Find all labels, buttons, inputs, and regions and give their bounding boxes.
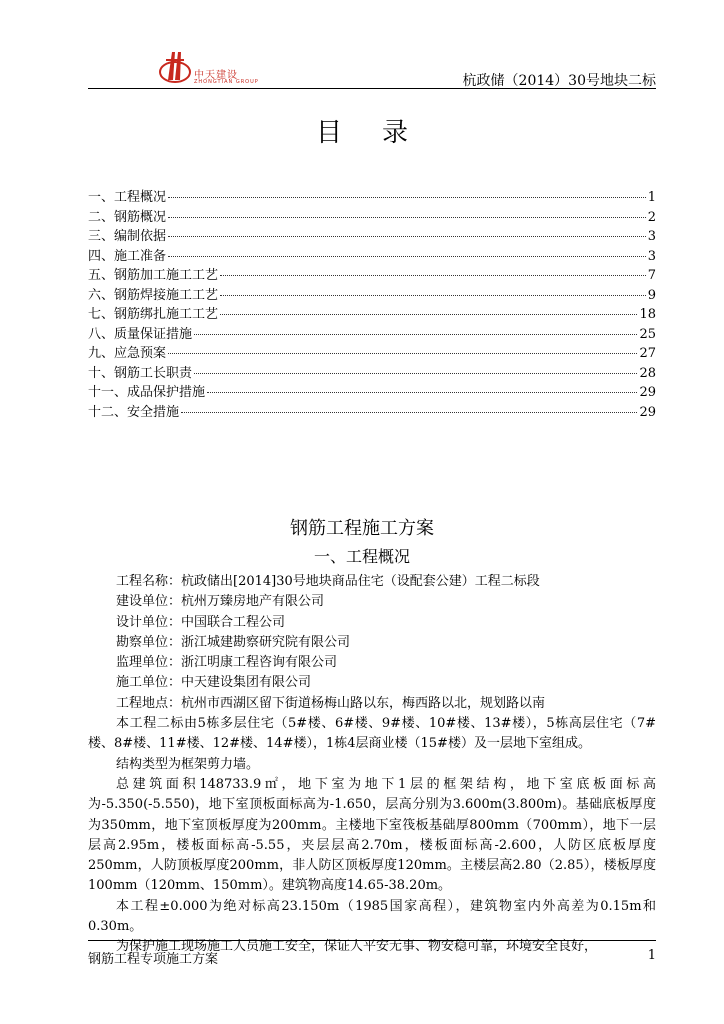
logo-subtext: ZHONGTIAN GROUP xyxy=(194,79,259,85)
toc-entry-label: 十一、成品保护措施 xyxy=(88,385,206,400)
toc-entry-label: 七、钢筋绑扎施工工艺 xyxy=(88,307,219,322)
toc-leader-dots xyxy=(168,236,646,237)
body-paragraph: 本工程二标由5栋多层住宅（5#楼、6#楼、9#楼、10#楼、13#楼），5栋高层住宅（7#楼、8#楼、11#楼、12#楼、14#楼），1栋4层商业楼（15#楼）及一层地下室组成。 xyxy=(88,716,656,752)
toc-entry-page: 18 xyxy=(639,307,656,322)
toc-leader-dots xyxy=(220,295,646,296)
body-paragraph: 勘察单位：浙江城建勘察研究院有限公司 xyxy=(116,634,351,650)
toc-entry-label: 六、钢筋焊接施工工艺 xyxy=(88,287,219,303)
toc-entry-page: 9 xyxy=(647,287,656,303)
toc-title: 目录 xyxy=(315,118,448,148)
document-body xyxy=(88,572,656,958)
logo-text: 中天建设 xyxy=(194,70,238,81)
toc-entry-page: 2 xyxy=(647,209,656,225)
toc-entry-page: 27 xyxy=(639,346,656,361)
toc-leader-dots xyxy=(181,412,637,413)
toc-leader-dots xyxy=(168,256,646,257)
toc-entry[interactable] xyxy=(88,206,656,226)
page-header xyxy=(88,44,656,89)
toc-entry-label: 八、质量保证措施 xyxy=(88,326,193,342)
document-title: 钢筋工程施工方案 xyxy=(290,518,434,539)
toc-entry[interactable] xyxy=(88,401,656,421)
header-project: 杭政储（2014）30号地块二标 xyxy=(462,73,656,89)
table-of-contents xyxy=(88,186,656,420)
toc-entry-label: 三、编制依据 xyxy=(88,229,167,244)
toc-entry-label: 二、钢筋概况 xyxy=(88,209,167,225)
toc-leader-dots xyxy=(168,353,637,354)
toc-entry[interactable] xyxy=(88,303,656,323)
toc-leader-dots xyxy=(194,373,637,374)
page-footer xyxy=(88,940,656,971)
toc-entry[interactable] xyxy=(88,264,656,284)
logo-mark-icon xyxy=(158,48,192,86)
toc-leader-dots xyxy=(168,197,646,198)
body-paragraph: 结构类型为框架剪力墙。 xyxy=(116,756,260,772)
body-paragraph: 工程地点：杭州市西湖区留下街道杨梅山路以东，梅西路以北，规划路以南 xyxy=(116,695,546,711)
footer-title: 钢筋工程专项施工方案 xyxy=(88,952,219,967)
toc-leader-dots xyxy=(194,334,637,335)
toc-leader-dots xyxy=(207,392,637,393)
body-paragraph: 为保护施工现场施工人员施工安全，保证人平安无事、物安稳可靠，环境安全良好， xyxy=(116,939,598,955)
toc-entry[interactable] xyxy=(88,362,656,382)
body-paragraph: 本工程±0.000为绝对标高23.150m（1985国家高程），建筑物室内外高差为0.15m和0.30m。 xyxy=(88,898,656,935)
toc-entry[interactable] xyxy=(88,225,656,245)
toc-entry[interactable] xyxy=(88,284,656,304)
toc-entry-page: 3 xyxy=(647,229,656,244)
toc-entry[interactable] xyxy=(88,381,656,401)
body-paragraph: 设计单位：中国联合工程公司 xyxy=(116,614,286,630)
toc-entry-label: 五、钢筋加工施工工艺 xyxy=(88,268,219,283)
body-paragraph: 总建筑面积148733.9㎡，地下室为地下1层的框架结构，地下室底板面标高为-5.350(-5.550)，地下室顶板面标高为-1.650，层高分别为3.600m(3.800m)。基础底板厚度为350mm，地下室顶板厚度为200mm。主楼地下室筏板基础厚800mm（700mm），地下一层层高2.95m，楼板面标高-5.55，夹层层高2.70m，楼板面标高-2.600，人防区底板厚度250mm，人防顶板厚度200mm，非人防区顶板厚度120mm。主楼层高2.80（2.85），楼板厚度100mm（120mm、150mm）。建筑物高度14.65-38.20m。 xyxy=(88,776,656,894)
toc-entry[interactable] xyxy=(88,323,656,343)
toc-leader-dots xyxy=(168,217,646,218)
toc-leader-dots xyxy=(220,314,637,315)
page-number: 1 xyxy=(647,948,656,963)
toc-entry[interactable] xyxy=(88,342,656,362)
toc-entry[interactable] xyxy=(88,245,656,265)
toc-entry-label: 四、施工准备 xyxy=(88,248,167,264)
toc-entry-label: 九、应急预案 xyxy=(88,346,167,361)
toc-entry-page: 3 xyxy=(647,248,656,264)
company-logo xyxy=(158,48,268,86)
toc-leader-dots xyxy=(220,275,646,276)
body-paragraph: 监理单位：浙江明康工程咨询有限公司 xyxy=(116,655,338,671)
toc-entry-label: 十、钢筋工长职责 xyxy=(88,365,193,381)
toc-entry-page: 1 xyxy=(647,190,656,205)
toc-entry-page: 29 xyxy=(639,385,656,400)
toc-entry-label: 一、工程概况 xyxy=(88,190,167,205)
toc-entry-page: 25 xyxy=(639,326,656,342)
toc-entry-page: 7 xyxy=(647,268,656,283)
section-title: 一、工程概况 xyxy=(313,547,410,566)
toc-entry-page: 28 xyxy=(639,365,656,381)
toc-entry-page: 29 xyxy=(639,404,656,420)
body-paragraph: 工程名称：杭政储出[2014]30号地块商品住宅（设配套公建）工程二标段 xyxy=(116,574,540,589)
body-paragraph: 施工单位：中天建设集团有限公司 xyxy=(116,675,312,691)
body-paragraph: 建设单位：杭州万臻房地产有限公司 xyxy=(116,594,325,610)
toc-entry-label: 十二、安全措施 xyxy=(88,404,180,420)
toc-entry[interactable] xyxy=(88,186,656,206)
